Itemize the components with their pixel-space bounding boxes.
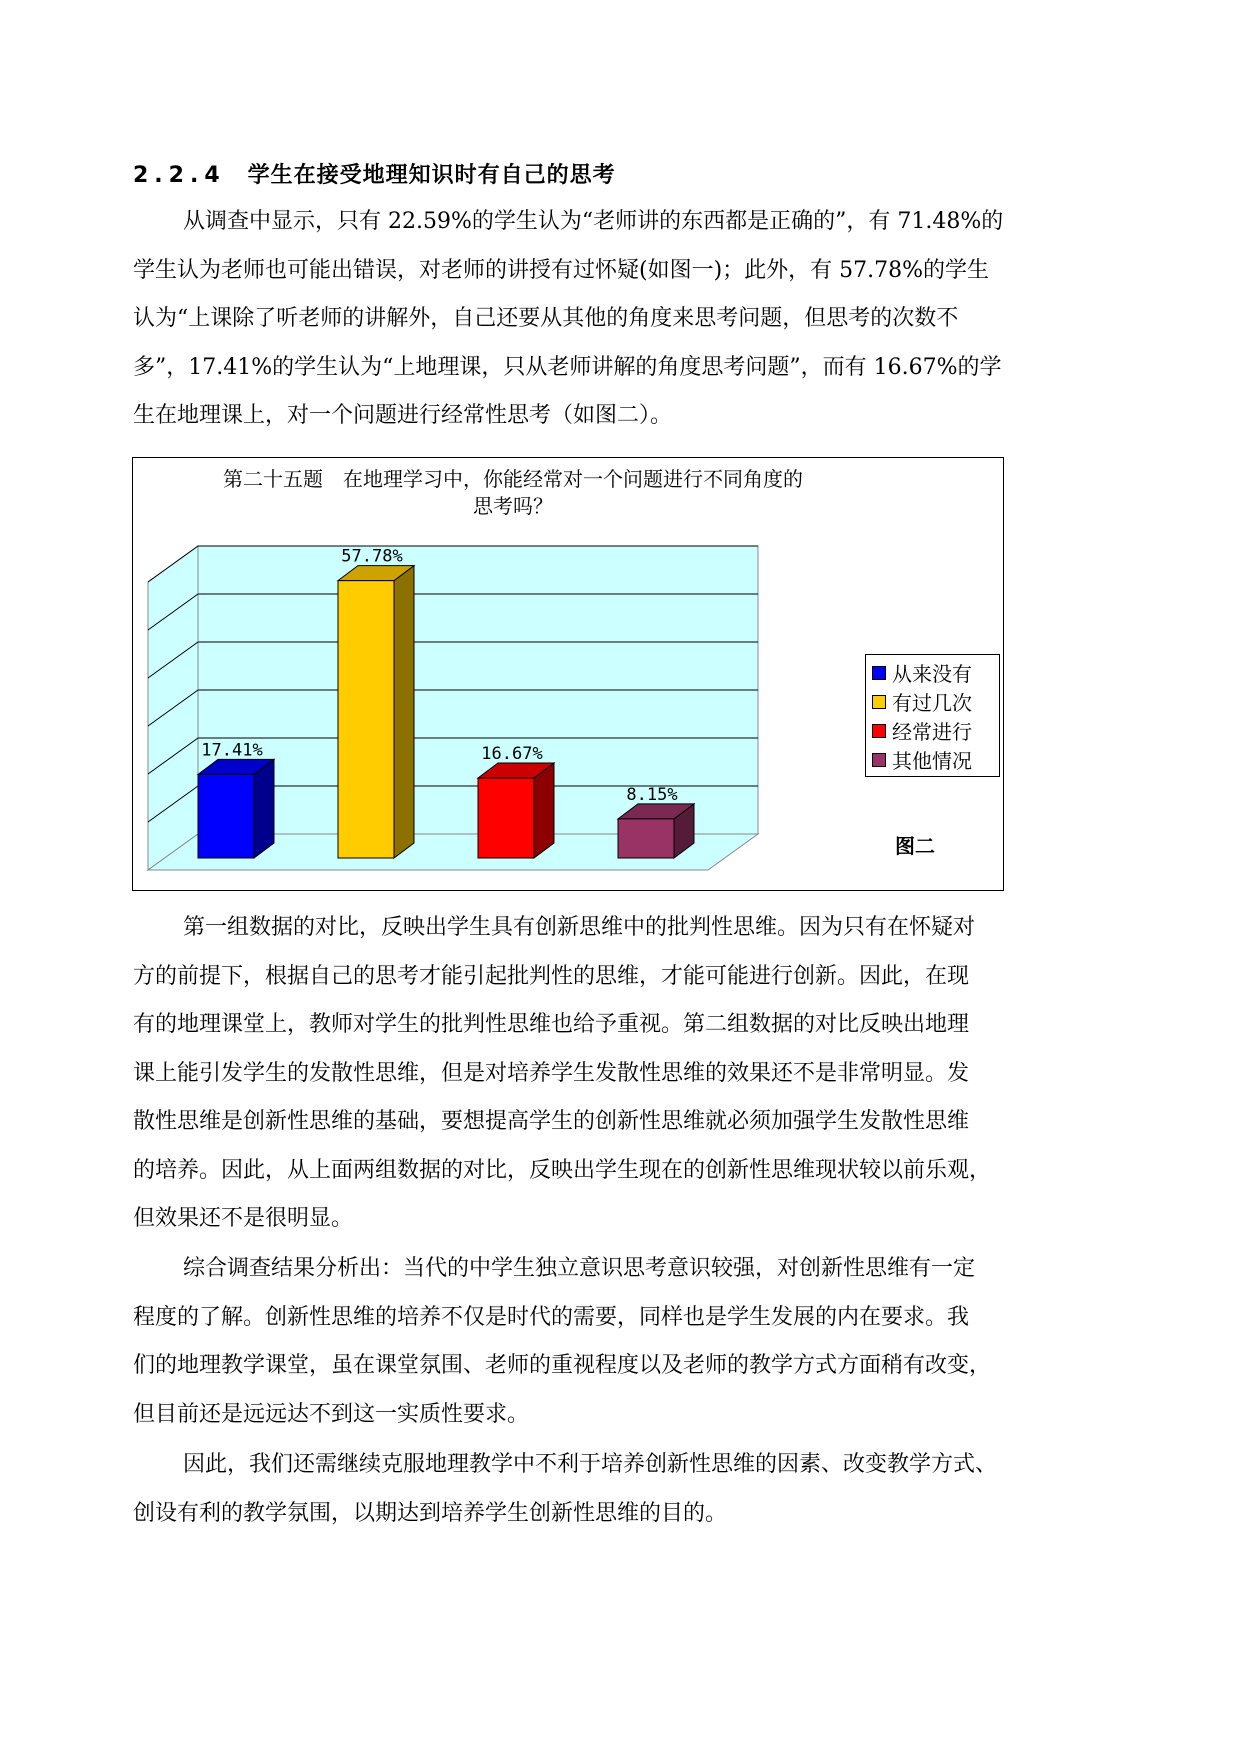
text-line: 的培养。因此，从上面两组数据的对比，反映出学生现在的创新性思维现状较以前乐观， xyxy=(133,1157,992,1183)
legend-item xyxy=(872,745,999,774)
text-line: 但目前还是远远达不到这一实质性要求。 xyxy=(133,1401,530,1427)
text-line: 课上能引发学生的发散性思维，但是对培养学生发散性思维的效果还不是非常明显。发 xyxy=(133,1060,970,1086)
bar-side xyxy=(394,566,414,858)
bar-side xyxy=(534,763,554,858)
text-line: 们的地理教学课堂，虽在课堂氛围、老师的重视程度以及老师的教学方式方面稍有改变， xyxy=(133,1353,992,1378)
text-line: 但效果还不是很明显。 xyxy=(133,1206,354,1231)
bar-front xyxy=(338,581,394,858)
text-line: 程度的了解。创新性思维的培养不仅是时代的需要，同样也是学生发展的内在要求。我 xyxy=(133,1304,970,1330)
paragraph-summary xyxy=(133,1245,1109,1439)
text-line: 有的地理课堂上，教师对学生的批判性思维也给予重视。第二组数据的对比反映出地理 xyxy=(133,1012,970,1037)
legend-swatch xyxy=(872,695,886,709)
section-heading xyxy=(133,158,616,189)
text-line: 创设有利的教学氛围，以期达到培养学生创新性思维的目的。 xyxy=(133,1500,728,1526)
bar-side xyxy=(254,759,274,858)
bar-front xyxy=(478,778,534,858)
legend-label: 有过几次 xyxy=(892,691,972,715)
bar-经常进行 xyxy=(478,763,554,858)
bar-value-label: 57.78% xyxy=(341,546,403,567)
chart-title-line: 思考吗？ xyxy=(473,494,553,518)
section-number: 2.2.4 xyxy=(133,163,226,188)
text-line: 多”，17.41%的学生认为“上地理课，只从老师讲解的角度思考问题”，而有 16.67%的学 xyxy=(133,354,1002,380)
legend-item xyxy=(872,658,999,687)
chart-title-line: 第二十五题 在地理学习中，你能经常对一个问题进行不同角度的 xyxy=(223,467,803,491)
figure-label: 图二 xyxy=(895,834,935,858)
figure-2-chart xyxy=(132,457,1004,891)
text-line: 散性思维是创新性思维的基础，要想提高学生的创新性思维就必须加强学生发散性思维 xyxy=(133,1109,970,1134)
text-line: 第一组数据的对比，反映出学生具有创新思维中的批判性思维。因为只有在怀疑对 xyxy=(183,915,976,940)
bar-front xyxy=(198,774,254,858)
legend-label: 其他情况 xyxy=(892,749,972,773)
bar-value-label: 16.67% xyxy=(481,743,543,764)
section-title: 学生在接受地理知识时有自己的思考 xyxy=(247,163,616,188)
legend-swatch xyxy=(872,666,886,680)
text-line: 生在地理课上，对一个问题进行经常性思考（如图二）。 xyxy=(133,403,673,428)
legend-item xyxy=(872,716,999,745)
paragraph-conclusion xyxy=(133,1441,1109,1538)
bar-front xyxy=(618,819,674,858)
bar-value-label: 17.41% xyxy=(201,740,263,761)
bar-有过几次 xyxy=(338,566,414,858)
legend-swatch xyxy=(872,724,886,738)
text-line: 认为“上课除了听老师的讲解外，自己还要从其他的角度来思考问题，但思考的次数不 xyxy=(133,306,959,331)
legend-label: 经常进行 xyxy=(892,720,972,744)
legend-swatch xyxy=(872,753,886,767)
paragraph-survey-results xyxy=(133,198,1109,441)
legend-label: 从来没有 xyxy=(892,662,972,686)
text-line: 从调查中显示，只有 22.59%的学生认为“老师讲的东西都是正确的”，有 71.48%的 xyxy=(183,209,1004,234)
text-line: 综合调查结果分析出：当代的中学生独立意识思考意识较强，对创新性思维有一定 xyxy=(183,1256,976,1281)
bar-从来没有 xyxy=(198,759,274,858)
bar-其他情况 xyxy=(618,804,694,858)
text-line: 因此，我们还需继续克服地理教学中不利于培养创新性思维的因素、改变教学方式、 xyxy=(183,1452,998,1477)
chart-legend xyxy=(865,654,1000,777)
text-line: 方的前提下，根据自己的思考才能引起批判性的思维，才能可能进行创新。因此，在现 xyxy=(133,963,970,989)
text-line: 学生认为老师也可能出错误，对老师的讲授有过怀疑(如图一)；此外，有 57.78%的学生 xyxy=(133,257,990,283)
legend-item xyxy=(872,687,999,716)
paragraph-analysis xyxy=(133,904,1109,1244)
bar-value-label: 8.15% xyxy=(626,784,678,805)
